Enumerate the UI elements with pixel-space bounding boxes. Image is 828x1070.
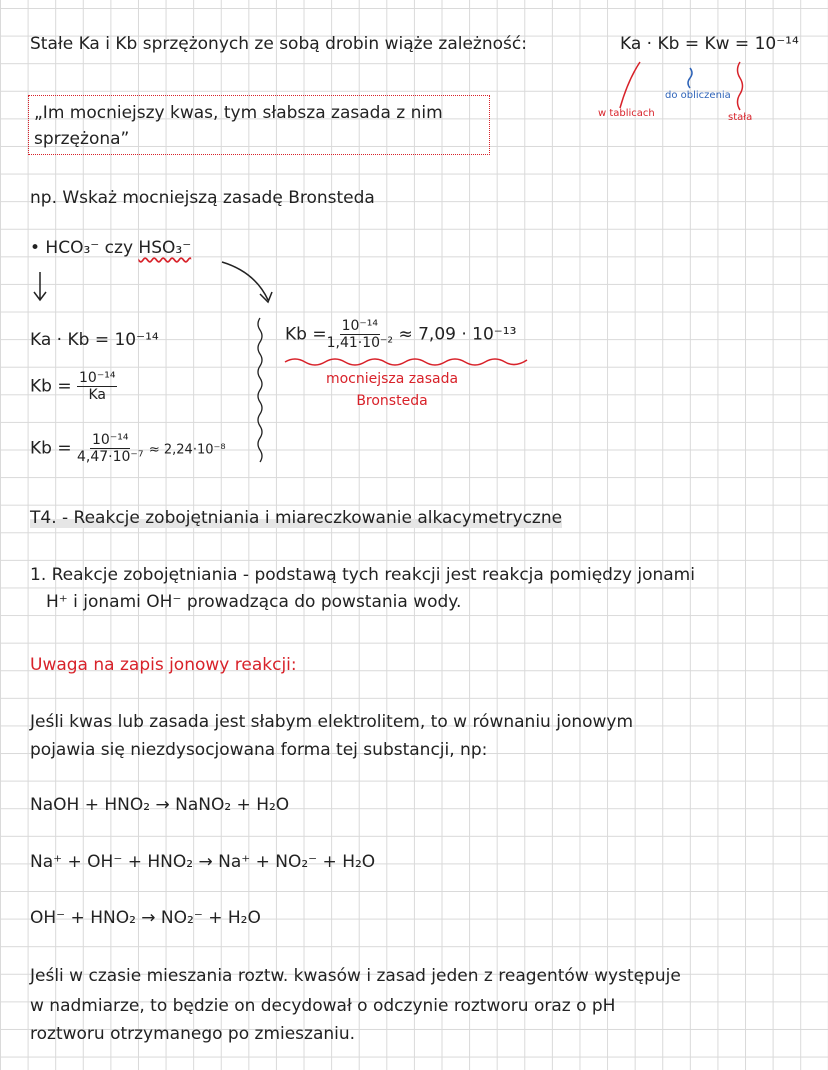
eq4-result: ≈ 7,09 · 10⁻¹³ [398,324,517,345]
warning-heading: Uwaga na zapis jonowy reakcji: [30,655,297,675]
annotation-tables: w tablicach [598,108,655,119]
eq2-num: 10⁻¹⁴ [79,370,116,386]
paragraph3-line1: Jeśli w czasie mieszania roztw. kwasów i zasad jeden z reagentów występuje [30,966,681,986]
kw-formula: Ka · Kb = Kw = 10⁻¹⁴ [620,34,799,54]
paragraph1-line2: H⁺ i jonami OH⁻ prowadząca do powstania wody. [46,592,462,612]
reaction-short-ionic: OH⁻ + HNO₂ → NO₂⁻ + H₂O [30,908,261,928]
quote-text: „Im mocniejszy kwas, tym słabsza zasada z nim sprzężona” [34,103,443,149]
choice-or: czy [104,238,134,258]
eq-ka-kb: Ka · Kb = 10⁻¹⁴ [30,330,159,350]
eq4-num: 10⁻¹⁴ [341,318,379,334]
intro-line: Stałe Ka i Kb sprzężonych ze sobą drobin wiąże zależność: [30,34,527,54]
section-title: T4. - Reakcje zobojętniania i miareczkowanie alkacymetryczne [30,508,563,528]
annotation-constant: stała [728,112,753,123]
choice-b: HSO₃⁻ [138,238,192,258]
reaction-full-ionic: Na⁺ + OH⁻ + HNO₂ → Na⁺ + NO₂⁻ + H₂O [30,852,376,872]
eq3-result: ≈ 2,24·10⁻⁸ [148,442,226,458]
paragraph1-line1: 1. Reakcje zobojętniania - podstawą tych reakcji jest reakcja pomiędzy jonami [30,565,695,585]
eq2-den: Ka [88,387,106,403]
example-prompt: np. Wskaż mocniejszą zasadę Bronsteda [30,188,375,208]
eq4-den: 1,41·10⁻² [326,335,394,351]
paragraph2-line1: Jeśli kwas lub zasada jest słabym elektrolitem, to w równaniu jonowym [30,712,634,732]
eq3-den: 4,47·10⁻⁷ [77,449,144,465]
reaction-molecular: NaOH + HNO₂ → NaNO₂ + H₂O [30,795,290,815]
answer-note: mocniejsza zasada Bronsteda [325,371,459,409]
paragraph2-line2: pojawia się niezdysocjowana forma tej substancji, np: [30,740,488,760]
paragraph3-line2: w nadmiarze, to będzie on decydował o odczynie roztworu oraz o pH [30,996,616,1016]
eq4-lhs: Kb = [285,324,327,345]
eq2-lhs: Kb = [30,376,72,397]
annotation-calc: do obliczenia [665,90,731,101]
choice-a: • HCO₃⁻ [30,238,100,258]
eq3-lhs: Kb = [30,438,72,459]
eq3-num: 10⁻¹⁴ [92,432,129,448]
paragraph3-line3: roztworu otrzymanego po zmieszaniu. [30,1024,356,1044]
